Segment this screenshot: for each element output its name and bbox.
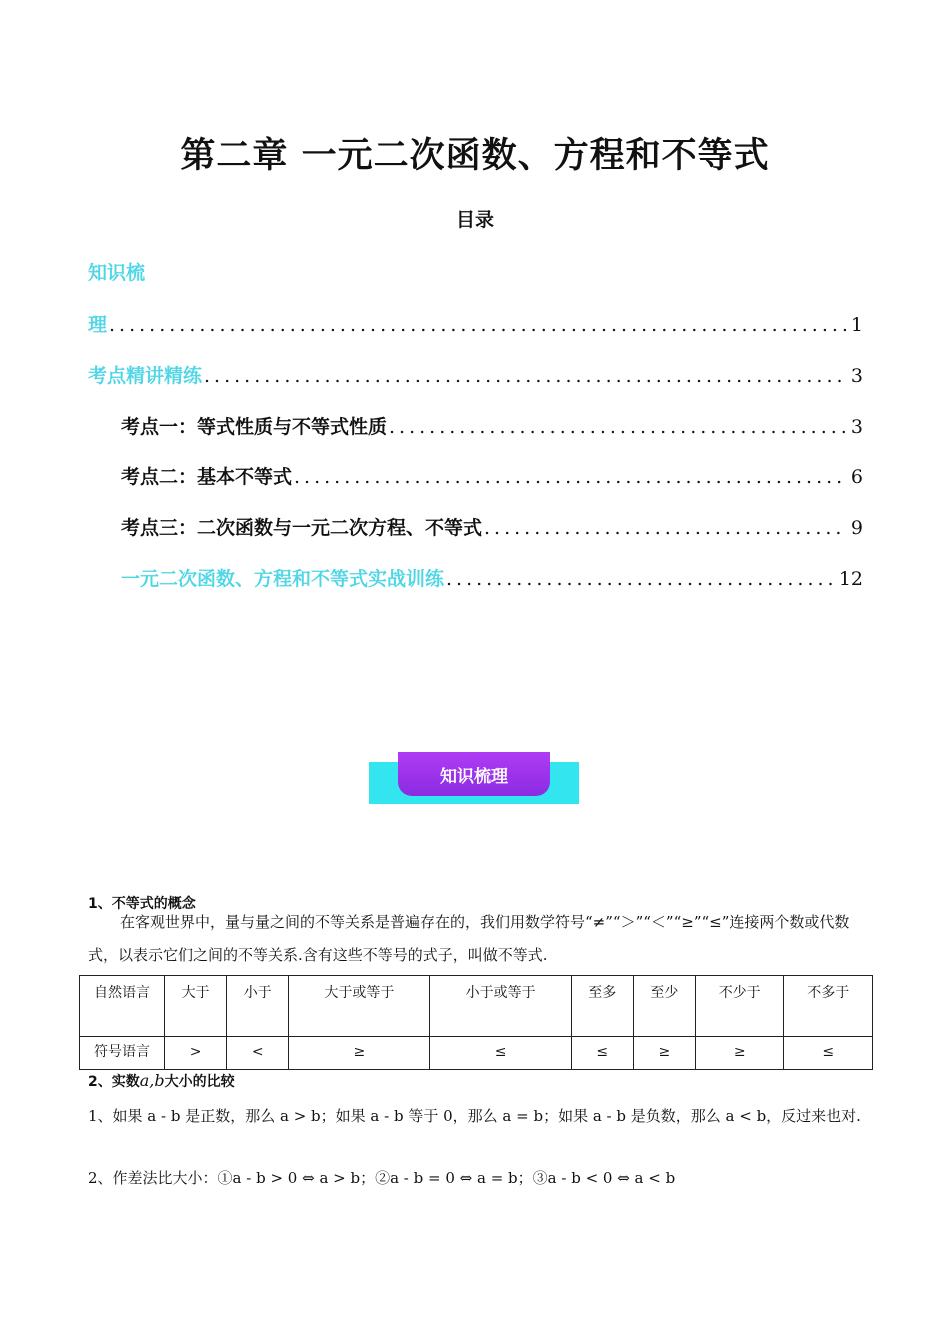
table-cell: 小于 [227, 976, 289, 1037]
toc-item-label: 考点一：等式性质与不等式性质 [121, 416, 388, 438]
toc-item-2[interactable] [88, 361, 863, 388]
toc-item-label: 考点二：基本不等式 [121, 466, 293, 488]
page-title: 第二章 一元二次函数、方程和不等式 [180, 136, 770, 176]
toc-item-5[interactable] [121, 513, 863, 540]
toc-page-number: 1 [850, 314, 863, 336]
table-cell: 小于或等于 [430, 976, 571, 1037]
table-cell: 自然语言 [80, 976, 165, 1037]
heading-text: 2、实数 [88, 1074, 140, 1090]
table-cell: 符号语言 [80, 1037, 165, 1070]
toc-item-label: 考点精讲精练 [88, 365, 203, 387]
toc-item-label: 理 [88, 314, 108, 336]
table-row [80, 1037, 873, 1070]
toc-page-number: 3 [850, 416, 863, 438]
section-2-heading [88, 1071, 235, 1091]
section-2-line-2: 2、作差法比大小：①a - b > 0 ⇔ a > b；②a - b = 0 ⇔ a = b；③a - b < 0 ⇔ a < b [88, 1169, 676, 1187]
table-cell: 不少于 [695, 976, 784, 1037]
toc-page-number: 9 [850, 517, 863, 539]
toc-leader [484, 517, 847, 539]
table-cell: ≥ [695, 1037, 784, 1070]
toc-item-4[interactable] [121, 462, 863, 489]
toc-leader [204, 365, 847, 387]
toc-leader [389, 416, 847, 438]
toc-item-1-line1[interactable] [88, 258, 868, 285]
table-cell: ≥ [633, 1037, 695, 1070]
toc-item-1[interactable] [88, 310, 863, 337]
table-cell: 至少 [633, 976, 695, 1037]
toc-item-label: 考点三：二次函数与一元二次方程、不等式 [121, 517, 483, 539]
table-cell: > [165, 1037, 227, 1070]
toc-item-label: 一元二次函数、方程和不等式实战训练 [121, 568, 445, 590]
table-cell: ≥ [289, 1037, 430, 1070]
section-1-paragraph: 在客观世界中，量与量之间的不等关系是普遍存在的，我们用数学符号“≠”“＞”“＜”“≥”“≤”连接两个数或代数式，以表示它们之间的不等关系.含有这些不等号的式子，叫做不等式. [88, 913, 850, 964]
table-row [80, 976, 873, 1037]
table-cell: ≤ [784, 1037, 873, 1070]
section-1-heading: 1、不等式的概念 [88, 896, 196, 912]
table-cell: 大于或等于 [289, 976, 430, 1037]
table-cell: ≤ [430, 1037, 571, 1070]
table-cell: 不多于 [784, 976, 873, 1037]
table-cell: 大于 [165, 976, 227, 1037]
table-cell: 至多 [571, 976, 633, 1037]
toc-heading: 目录 [455, 209, 494, 231]
toc-item-3[interactable] [121, 412, 863, 439]
toc-leader [109, 314, 847, 336]
section-2-line-1: 1、如果 a - b 是正数，那么 a > b；如果 a - b 等于 0，那么 a = b；如果 a - b 是负数，那么 a < b，反过来也对. [88, 1107, 861, 1125]
toc-leader [446, 568, 835, 590]
badge-label: 知识梳理 [398, 752, 550, 796]
toc-page-number: 12 [838, 568, 863, 590]
section-badge [369, 752, 579, 804]
toc-item-6[interactable] [121, 564, 863, 591]
toc-item-label: 知识梳 [88, 262, 146, 284]
toc-leader [294, 466, 847, 488]
heading-text: 大小的比较 [164, 1074, 235, 1090]
table-cell: < [227, 1037, 289, 1070]
comparison-table [79, 975, 873, 1070]
toc-page-number: 3 [850, 365, 863, 387]
table-cell: ≤ [571, 1037, 633, 1070]
heading-variables: a,b [139, 1071, 165, 1090]
toc-page-number: 6 [850, 466, 863, 488]
